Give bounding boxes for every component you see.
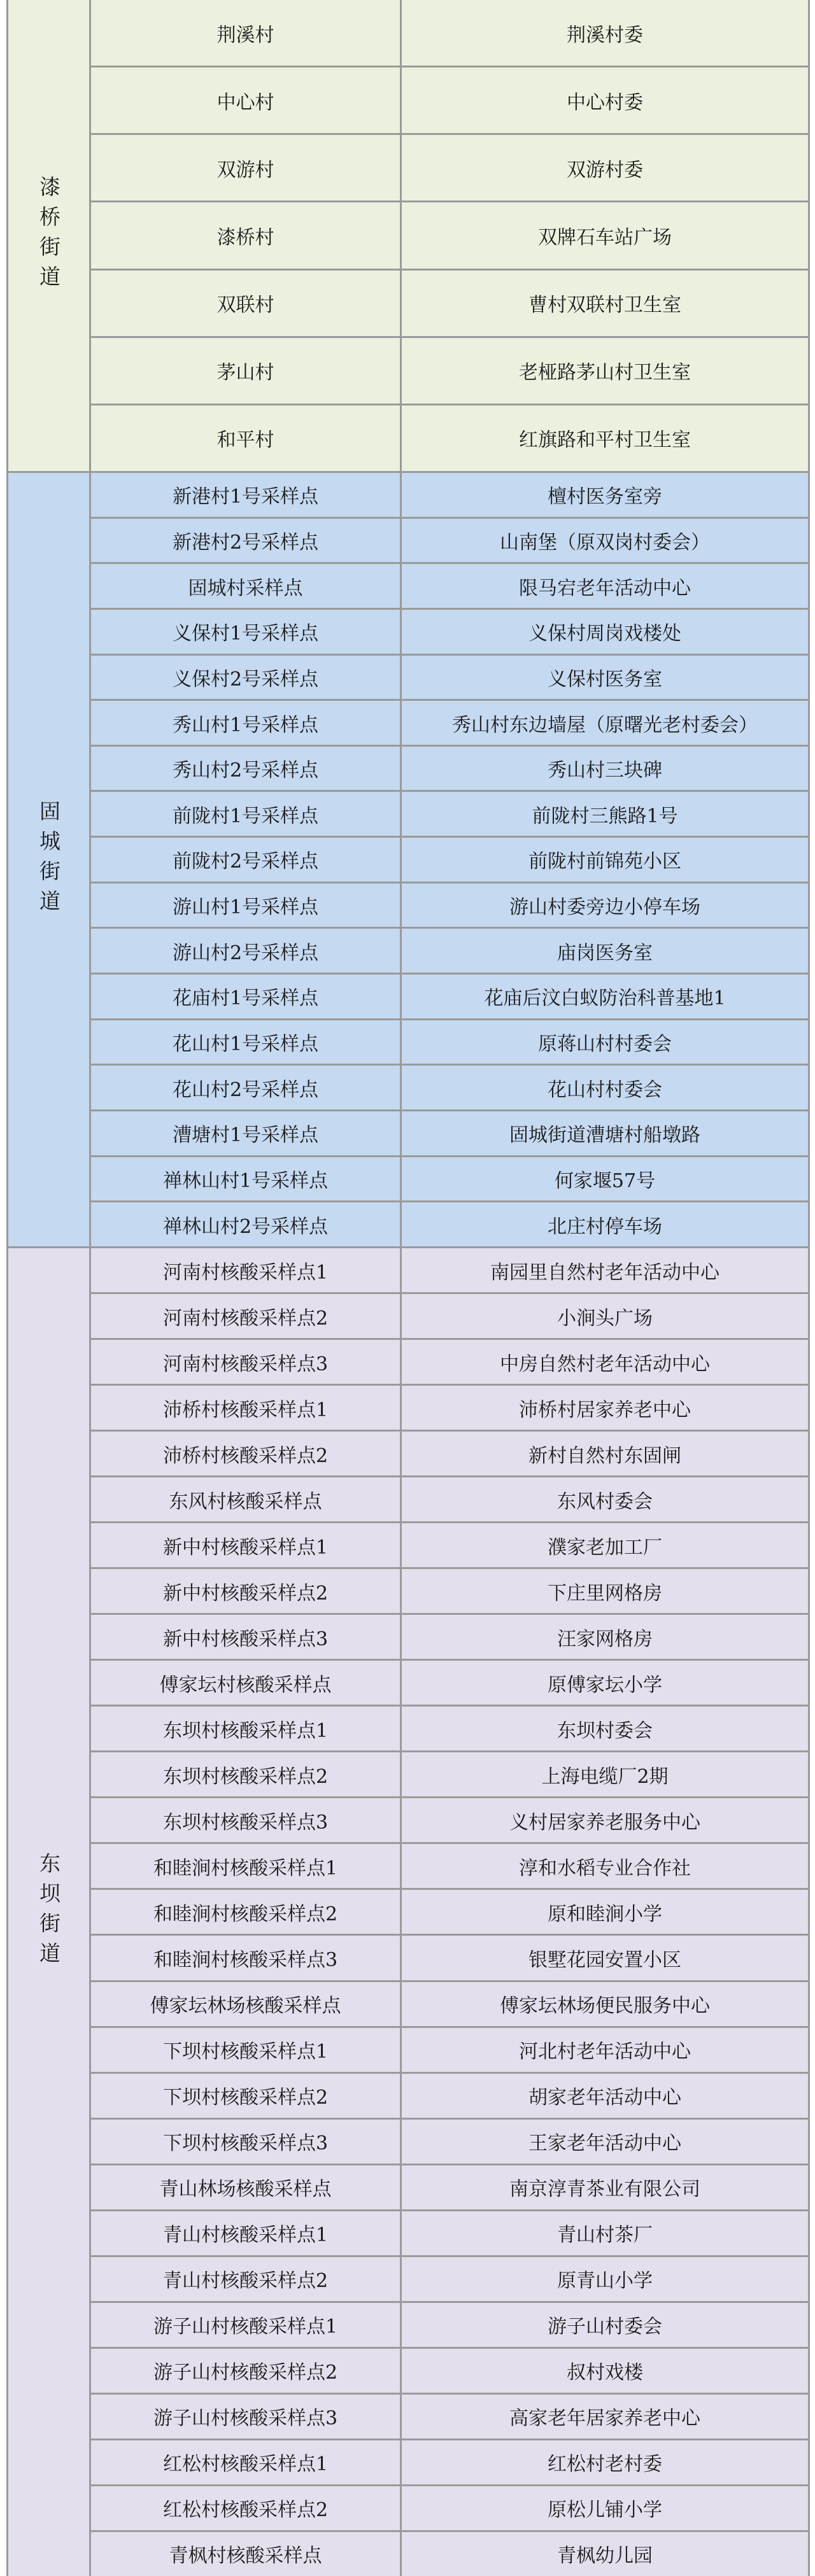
sampling-site-name: 河南村核酸采样点2 <box>91 1294 402 1338</box>
sampling-site-location: 淳和水稻专业合作社 <box>519 1857 691 1880</box>
sampling-site-location: 游子山村委会 <box>548 2316 662 2339</box>
table-row <box>91 202 808 270</box>
sampling-site-location: 下庄里网格房 <box>548 1582 662 1605</box>
table-row <box>91 405 808 471</box>
sampling-site-name: 游子山村核酸采样点3 <box>91 2395 402 2439</box>
table-row <box>91 656 808 701</box>
table-row <box>91 135 808 202</box>
sampling-site-location: 红松村老村委 <box>548 2453 662 2476</box>
sampling-site-location: 高家老年居家养老中心 <box>509 2407 700 2430</box>
table-row <box>91 1340 808 1386</box>
table-row <box>91 2211 808 2257</box>
sampling-site-name: 花庙村1号采样点 <box>91 975 402 1018</box>
sampling-site-name: 双游村 <box>91 135 402 201</box>
sampling-site-location: 义保村周岗戏楼处 <box>528 623 681 645</box>
sampling-site-name: 下坝村核酸采样点1 <box>91 2028 402 2072</box>
sampling-site-name: 义保村2号采样点 <box>91 656 402 700</box>
sampling-site-name: 游子山村核酸采样点2 <box>91 2349 402 2393</box>
street-section <box>8 473 808 1248</box>
sampling-site-location: 原和睦涧小学 <box>548 1903 662 1925</box>
table-row <box>91 1798 808 1844</box>
sampling-site-location: 青枫幼儿园 <box>557 2545 653 2568</box>
sampling-site-location: 原青山小学 <box>557 2270 653 2293</box>
sampling-site-location: 前陇村三熊路1号 <box>532 805 678 827</box>
table-row <box>91 271 808 338</box>
table-row <box>91 564 808 610</box>
street-name: 东坝街道 <box>36 1852 61 1972</box>
sampling-site-name: 河南村核酸采样点1 <box>91 1248 402 1292</box>
sampling-site-location: 原松儿铺小学 <box>548 2499 662 2522</box>
sampling-site-name: 茅山村 <box>91 338 402 404</box>
street-section <box>8 1248 808 2576</box>
sampling-site-location: 叔村戏楼 <box>567 2361 643 2384</box>
sampling-site-name: 游山村2号采样点 <box>91 929 402 973</box>
sampling-site-name: 傅家坛村核酸采样点 <box>91 1661 402 1705</box>
table-row <box>91 2074 808 2120</box>
table-row <box>91 2303 808 2349</box>
sampling-site-location: 王家老年活动中心 <box>528 2132 681 2155</box>
sampling-site-name: 新港村1号采样点 <box>91 473 402 517</box>
site-rows <box>91 0 808 471</box>
sampling-site-name: 秀山村1号采样点 <box>91 701 402 745</box>
sampling-site-name: 沛桥村核酸采样点2 <box>91 1432 402 1475</box>
sampling-site-name: 和睦涧村核酸采样点3 <box>91 1936 402 1980</box>
sampling-site-location: 原傅家坛小学 <box>548 1673 662 1696</box>
table-row <box>91 2486 808 2532</box>
sampling-site-location: 河北村老年活动中心 <box>519 2041 691 2064</box>
sampling-site-name: 游山村1号采样点 <box>91 883 402 927</box>
sampling-site-name: 荆溪村 <box>91 0 402 66</box>
sampling-site-location: 新村自然村东固闸 <box>528 1444 681 1467</box>
table-row <box>91 1248 808 1294</box>
table-row <box>91 1890 808 1936</box>
table-row <box>91 1157 808 1203</box>
sampling-site-name: 傅家坛林场核酸采样点 <box>91 1982 402 2026</box>
table-row <box>91 1844 808 1890</box>
sampling-site-location: 曹村双联村卫生室 <box>528 294 681 317</box>
sampling-site-location: 东坝村委会 <box>557 1719 653 1742</box>
table-row <box>91 929 808 975</box>
sampling-site-location: 小涧头广场 <box>557 1307 653 1330</box>
sampling-site-location: 北庄村停车场 <box>548 1215 662 1238</box>
table-row <box>91 2120 808 2165</box>
sampling-site-name: 下坝村核酸采样点2 <box>91 2074 402 2118</box>
sampling-site-name: 红松村核酸采样点2 <box>91 2486 402 2530</box>
sampling-site-name: 东风村核酸采样点 <box>91 1477 402 1521</box>
table-row <box>91 2028 808 2074</box>
street-name: 固城街道 <box>36 799 61 920</box>
sampling-site-name: 中心村 <box>91 67 402 133</box>
street-section <box>8 0 808 473</box>
table-row <box>91 1615 808 1661</box>
sampling-site-name: 和睦涧村核酸采样点1 <box>91 1844 402 1888</box>
sampling-site-name: 青枫村核酸采样点 <box>91 2532 402 2576</box>
sampling-site-location: 南京淳青茶业有限公司 <box>509 2178 700 2201</box>
sampling-site-location: 固城街道漕塘村船墩路 <box>509 1124 700 1147</box>
sampling-site-location: 濮家老加工厂 <box>548 1536 662 1559</box>
sampling-site-name: 禅林山村2号采样点 <box>91 1202 402 1246</box>
table-row <box>91 1569 808 1615</box>
sampling-site-location: 汪家网格房 <box>557 1628 653 1650</box>
sampling-site-location: 山南堡（原双岗村委会） <box>500 531 710 554</box>
sampling-site-name: 新港村2号采样点 <box>91 519 402 563</box>
sampling-site-location: 南园里自然村老年活动中心 <box>490 1261 719 1284</box>
sampling-site-name: 游子山村核酸采样点1 <box>91 2303 402 2347</box>
table-row <box>91 67 808 135</box>
sampling-site-name: 东坝村核酸采样点1 <box>91 1707 402 1750</box>
table-row <box>91 1066 808 1111</box>
sampling-site-location: 庙岗医务室 <box>557 941 653 964</box>
sampling-site-location: 胡家老年活动中心 <box>528 2087 681 2109</box>
sampling-site-location: 秀山村三块碑 <box>548 759 662 782</box>
sampling-site-location: 红旗路和平村卫生室 <box>519 429 691 452</box>
sampling-site-name: 花山村1号采样点 <box>91 1020 402 1064</box>
sampling-site-name: 漕塘村1号采样点 <box>91 1111 402 1155</box>
sampling-site-name: 沛桥村核酸采样点1 <box>91 1386 402 1430</box>
sampling-site-name: 禅林山村1号采样点 <box>91 1157 402 1201</box>
table-row <box>91 1477 808 1523</box>
table-row <box>91 1752 808 1798</box>
sampling-site-name: 东坝村核酸采样点3 <box>91 1798 402 1842</box>
table-row <box>91 338 808 405</box>
table-row <box>91 519 808 565</box>
sampling-site-location: 中心村委 <box>567 91 643 114</box>
table-row <box>91 2165 808 2211</box>
table-row <box>91 747 808 792</box>
table-row <box>91 838 808 883</box>
table-row <box>91 1982 808 2028</box>
site-rows <box>91 1248 808 2576</box>
table-row <box>91 2440 808 2486</box>
table-row <box>91 1432 808 1477</box>
table-row <box>91 883 808 929</box>
sampling-site-location: 前陇村前锦苑小区 <box>528 850 681 873</box>
sampling-site-name: 新中村核酸采样点3 <box>91 1615 402 1659</box>
site-rows <box>91 473 808 1246</box>
sampling-site-location: 义村居家养老服务中心 <box>509 1811 700 1834</box>
sampling-site-location: 银墅花园安置小区 <box>528 1948 681 1971</box>
sampling-site-name: 和平村 <box>91 405 402 471</box>
sampling-site-location: 秀山村东边墙屋（原曙光老村委会） <box>452 714 758 736</box>
table-row <box>91 2532 808 2576</box>
sampling-site-name: 下坝村核酸采样点3 <box>91 2120 402 2164</box>
table-row <box>91 1294 808 1340</box>
table-row <box>91 1386 808 1432</box>
sampling-site-location: 沛桥村居家养老中心 <box>519 1398 691 1421</box>
sampling-site-location: 傅家坛林场便民服务中心 <box>500 1995 710 2018</box>
table-row <box>91 1707 808 1752</box>
sampling-site-location: 何家堰57号 <box>554 1169 656 1192</box>
sampling-site-name: 青山村核酸采样点1 <box>91 2211 402 2255</box>
table-row <box>91 1661 808 1707</box>
sampling-site-location: 双游村委 <box>567 158 643 181</box>
table-row <box>91 792 808 838</box>
table-row <box>91 1111 808 1157</box>
street-name: 漆桥街道 <box>36 176 61 295</box>
sampling-site-name: 东坝村核酸采样点2 <box>91 1752 402 1796</box>
sampling-site-location: 游山村委旁边小停车场 <box>509 896 700 919</box>
table-row <box>91 1936 808 1981</box>
sampling-site-location: 限马宕老年活动中心 <box>519 577 691 600</box>
table-row <box>91 2395 808 2440</box>
sampling-site-location: 中房自然村老年活动中心 <box>500 1353 710 1376</box>
street-cell <box>8 0 91 471</box>
table-row <box>91 610 808 656</box>
sampling-site-name: 双联村 <box>91 271 402 336</box>
table-row <box>91 1523 808 1569</box>
sampling-site-location: 花庙后汶白蚁防治科普基地1 <box>484 987 726 1010</box>
sampling-site-location: 双牌石车站广场 <box>538 226 672 249</box>
sampling-site-name: 秀山村2号采样点 <box>91 747 402 791</box>
sampling-site-name: 花山村2号采样点 <box>91 1066 402 1109</box>
sampling-site-location: 青山村茶厂 <box>557 2224 653 2247</box>
sampling-site-name: 新中村核酸采样点1 <box>91 1523 402 1567</box>
sampling-site-location: 东风村委会 <box>557 1490 653 1513</box>
table-row <box>91 2349 808 2395</box>
sampling-site-name: 前陇村2号采样点 <box>91 838 402 882</box>
street-cell <box>8 1248 91 2576</box>
table-row <box>91 1202 808 1246</box>
sampling-site-location: 原蒋山村村委会 <box>538 1033 672 1055</box>
sampling-site-name: 和睦涧村核酸采样点2 <box>91 1890 402 1934</box>
sampling-site-name: 漆桥村 <box>91 202 402 268</box>
sampling-site-name: 河南村核酸采样点3 <box>91 1340 402 1384</box>
sampling-site-location: 花山村村委会 <box>548 1078 662 1101</box>
sampling-site-name: 青山林场核酸采样点 <box>91 2165 402 2209</box>
sampling-site-location: 上海电缆厂2期 <box>541 1765 669 1788</box>
sampling-site-location: 义保村医务室 <box>548 668 662 691</box>
testing-sites-table <box>6 0 810 2576</box>
sampling-site-name: 红松村核酸采样点1 <box>91 2440 402 2484</box>
sampling-site-name: 青山村核酸采样点2 <box>91 2257 402 2301</box>
sampling-site-name: 前陇村1号采样点 <box>91 792 402 836</box>
table-row <box>91 1020 808 1066</box>
sampling-site-location: 荆溪村委 <box>567 24 643 46</box>
table-row <box>91 473 808 519</box>
table-row <box>91 701 808 747</box>
sampling-site-location: 老桠路茅山村卫生室 <box>519 362 691 384</box>
sampling-site-location: 檀村医务室旁 <box>548 486 662 509</box>
table-row <box>91 0 808 67</box>
table-row <box>91 975 808 1020</box>
sampling-site-name: 义保村1号采样点 <box>91 610 402 654</box>
street-cell <box>8 473 91 1246</box>
sampling-site-name: 新中村核酸采样点2 <box>91 1569 402 1613</box>
sampling-site-name: 固城村采样点 <box>91 564 402 608</box>
table-row <box>91 2257 808 2303</box>
